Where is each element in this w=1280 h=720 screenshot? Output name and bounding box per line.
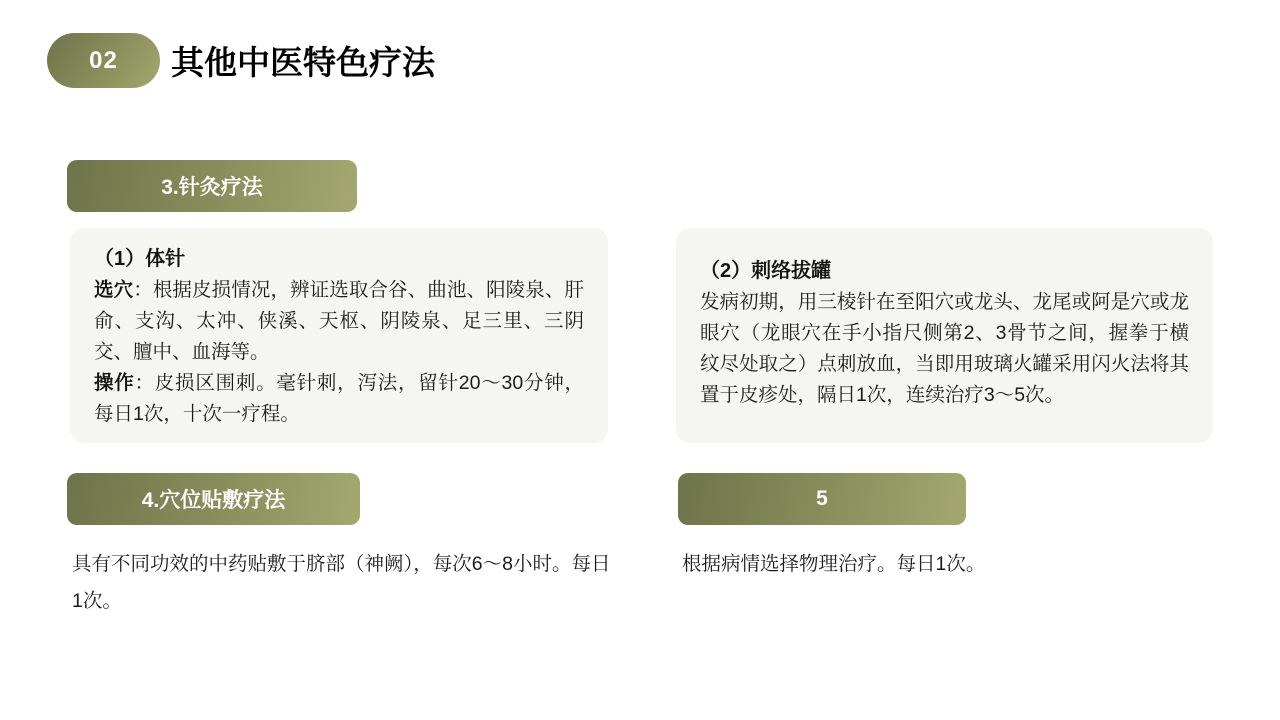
page-title: 其他中医特色疗法	[171, 44, 435, 81]
banner-acupuncture-label: 3.针灸疗法	[161, 176, 263, 199]
banner-acupoint-patch	[67, 473, 360, 525]
card-body-acupuncture	[70, 228, 608, 443]
banner-acupuncture	[67, 160, 357, 212]
note-acupoint-patch: 具有不同功效的中药贴敷于脐部（神阙），每次6～8小时。每日1次。	[72, 553, 611, 612]
section-number: 02	[89, 46, 118, 74]
text-operation: ：皮损区围刺。毫针刺，泻法，留针20～30分钟，每日1次，十次一疗程。	[94, 372, 584, 425]
banner-physiotherapy-label: 5	[816, 487, 828, 510]
card-heading: （1）体针	[94, 248, 186, 270]
banner-acupoint-patch-label: 4.穴位贴敷疗法	[141, 489, 286, 512]
card-heading: （2）刺络拔罐	[700, 260, 832, 282]
label-point-selection: 选穴	[94, 279, 134, 301]
banner-physiotherapy	[678, 473, 966, 525]
card-text: 发病初期，用三棱针在至阳穴或龙头、龙尾或阿是穴或龙眼穴（龙眼穴在手小指尺侧第2、3骨节之间，握拳于横纹尽处取之）点刺放血，当即用玻璃火罐采用闪火法将其置于皮疹处，隔日1次，连续治疗3～5次。	[700, 291, 1189, 406]
card-text	[94, 275, 584, 430]
card-pricking-cupping	[676, 228, 1213, 443]
text-point-selection: ：根据皮损情况，辨证选取合谷、曲池、阳陵泉、肝俞、支沟、太冲、侠溪、天枢、阴陵泉、足三里、三阴交、膻中、血海等。	[94, 279, 584, 363]
note-physiotherapy: 根据病情选择物理治疗。每日1次。	[682, 553, 986, 575]
section-number-badge	[47, 33, 160, 88]
label-operation: 操作	[94, 372, 135, 394]
